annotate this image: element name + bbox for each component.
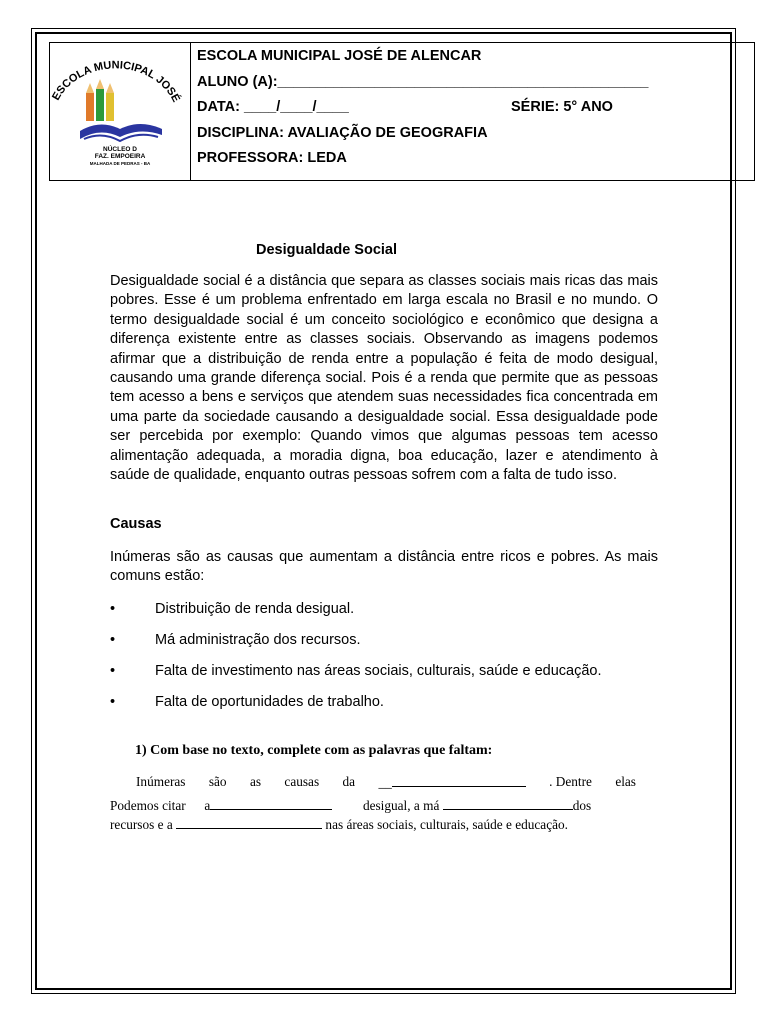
blank-2[interactable] — [210, 797, 332, 810]
word: . Dentre — [549, 774, 592, 789]
header-table — [49, 42, 755, 181]
word: as — [249, 774, 262, 789]
date-field: DATA: ____/____/____ — [197, 99, 349, 115]
question-label: 1) Com base no texto, complete com as palavras que faltam: — [135, 743, 493, 758]
school-logo — [50, 43, 190, 180]
fill-line-3 — [110, 816, 636, 833]
logo-arc-text: ESCOLA MUNICIPAL JOSÉ — [50, 59, 183, 105]
fill-line-1 — [110, 774, 636, 791]
bullet-icon: • — [110, 601, 116, 617]
list-item-text: Falta de investimento nas áreas sociais, culturais, saúde e educação. — [155, 663, 602, 679]
blank-4[interactable] — [176, 816, 322, 829]
list-item-text: Distribuição de renda desigual. — [155, 601, 355, 617]
school-name: ESCOLA MUNICIPAL JOSÉ DE ALENCAR — [197, 48, 482, 64]
causes-intro: Inúmeras são as causas que aumentam a distância entre ricos e pobres. As mais comuns estão: — [110, 549, 658, 585]
causes-heading: Causas — [110, 516, 162, 532]
student-field: ALUNO (A):______________________________________________ — [197, 73, 649, 90]
line3-text-a: recursos e a — [110, 817, 173, 832]
book-icon — [80, 124, 162, 141]
word: Inúmeras — [136, 774, 186, 789]
blank-3[interactable] — [443, 797, 573, 810]
word: da — [342, 774, 356, 789]
logo-sub2: FAZ. EMPOEIRA — [94, 153, 146, 160]
subject-field: DISCIPLINA: AVALIAÇÃO DE GEOGRAFIA — [197, 124, 488, 141]
logo-sub1: NÚCLEO D — [103, 146, 137, 153]
word: elas — [615, 774, 636, 789]
line2-text-a: Podemos citar — [110, 798, 186, 813]
main-paragraph: Desigualdade social é a distância que separa as classes sociais mais ricas das mais pobres. Esse é um problema enfrentado em larga escala no Brasil e no mundo. O termo desigualdade social é um conceito sociológico e econômico que designa a diferença existente entre as classes sociais. Observando as imagens podemos afirmar que a distribuição de renda entre a população é feita de modo desigual, causando uma grande diferença social. Pois é a renda que permite que as pessoas tem acesso a bens e serviços que atendem suas necessidades fica concentrada em uma parte da sociedade causando a desigualdade social. Essa desigualdade pode ser percebida por exemplo: Quando vimos que algumas pessoas tem acesso alimentação adequada, a moradia digna, boa educação, lazer e atendimento à saúde de qualidade, enquanto outras pessoas sofrem com a falta de tudo isso. — [110, 273, 658, 484]
list-item-text: Má administração dos recursos. — [155, 632, 361, 648]
word: causas — [284, 774, 320, 789]
blank-1[interactable]: __ — [378, 774, 525, 791]
logo-sub3: MALHADA DE PEDRAS - BA — [89, 161, 151, 166]
logo-cell — [50, 43, 191, 180]
line2-text-b: a — [204, 798, 211, 813]
line3-text-b: nas áreas sociais, culturais, saúde e educação. — [325, 817, 568, 832]
date-grade-line — [197, 95, 754, 121]
pencils-icon — [86, 79, 114, 121]
list-item-text: Falta de oportunidades de trabalho. — [155, 694, 384, 710]
bullet-icon: • — [110, 632, 116, 648]
svg-text:ESCOLA MUNICIPAL JOSÉ DE ALENC — [50, 43, 183, 107]
word: são — [208, 774, 227, 789]
fill-line-2 — [110, 797, 636, 814]
info-cell — [191, 43, 754, 180]
bullet-icon: • — [110, 663, 116, 679]
line2-text-d: dos — [572, 798, 592, 813]
page-title: Desigualdade Social — [256, 242, 398, 258]
bullet-icon: • — [110, 694, 116, 710]
line2-text-c: desigual, a má — [362, 798, 440, 813]
teacher-field: PROFESSORA: LEDA — [197, 150, 347, 166]
grade-field: SÉRIE: 5° ANO — [511, 99, 613, 115]
